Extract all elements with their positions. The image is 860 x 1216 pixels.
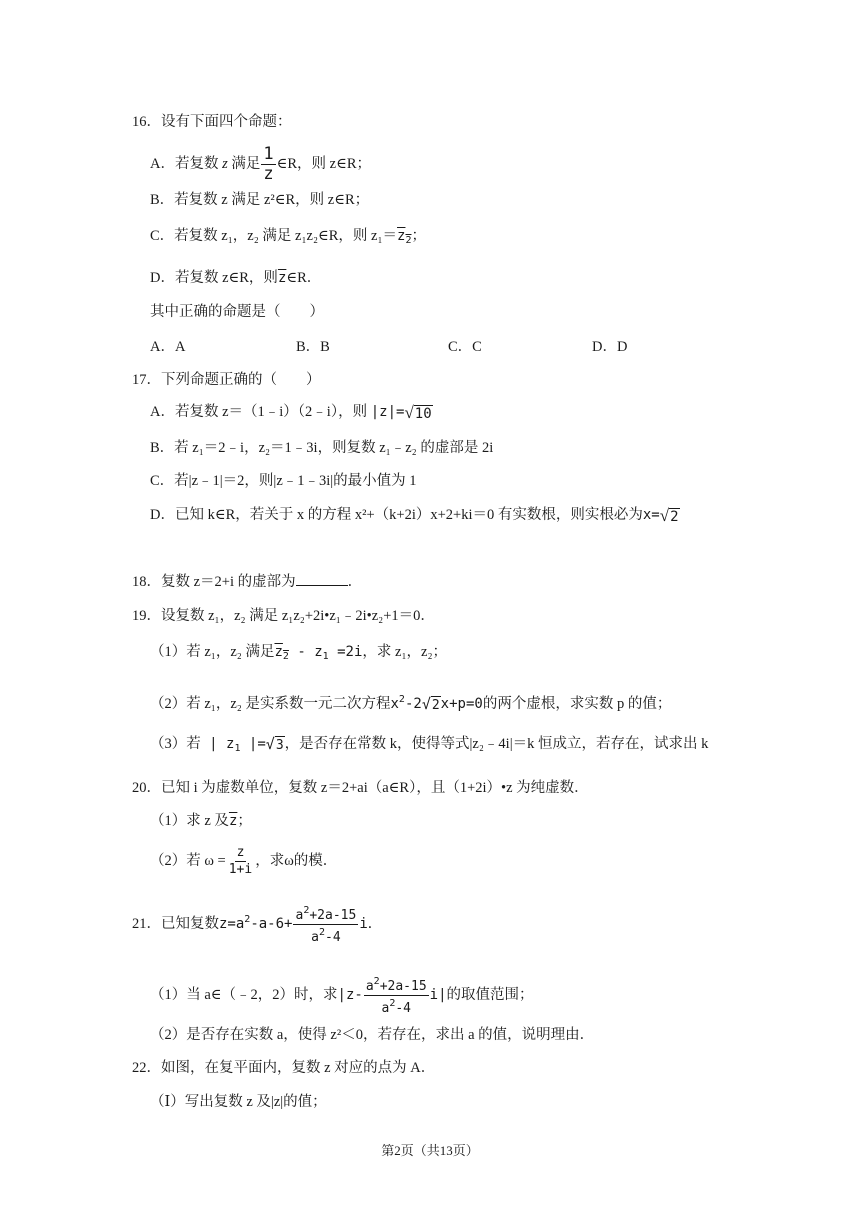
q20-p2-pre: （2）若 ω = — [150, 852, 226, 869]
q16-a-post: ∈R，则 z∈R； — [276, 155, 372, 172]
q16-d-pre: D．若复数 z∈R，则 — [150, 270, 278, 286]
q16-choice-c: C．C — [448, 339, 482, 355]
q20-p1-post: ； — [237, 813, 252, 829]
q16-option-c — [150, 226, 426, 251]
q21-part-2: （2）是否存在实数 a，使得 z²＜0，若存在，求出 a 的值，说明理由． — [150, 1027, 595, 1043]
q19-p3-math: | $z_1$ |= √ 3 — [200, 735, 284, 754]
q16-a-mid: 满足 — [227, 155, 261, 172]
page-footer: 第2页（共13页） — [381, 1143, 479, 1158]
fraction-1-over-z: $\frac{1}{z}$ — [263, 144, 274, 184]
q19-p2-pre: （2）若 z₁，z₂ 是实系数一元二次方程 — [150, 696, 391, 712]
q16-c-end: ； — [411, 228, 426, 244]
q21-fraction: $\frac{a^2+2a-15}{a^2-4}$ — [295, 905, 357, 945]
q16-option-a: A．若复数 z 满足 $\frac{1}{z}$ ∈R，则 z∈R； — [150, 144, 372, 184]
q19-part-1 — [150, 642, 447, 667]
q21-p1-pre: （1）当 a∈（﹣2，2）时，求 — [150, 986, 338, 1003]
q17-option-c: C．若|z﹣1|＝2，则|z﹣1﹣3i|的最小值为 1 — [150, 473, 417, 489]
q20-p1-pre: （1）求 z 及 — [150, 813, 229, 829]
q19-p2-post: 的两个虚根，求实数 p 的值； — [482, 696, 672, 712]
q22-stem: 22．如图，在复平面内，复数 z 对应的点为 A． — [132, 1060, 436, 1076]
q21-stem-end: i． — [359, 915, 382, 932]
q20-part-2 — [150, 845, 337, 878]
q20-part-1 — [150, 811, 252, 831]
q20-p2-post: ，求ω的模． — [255, 852, 338, 869]
q17-option-d — [150, 505, 680, 526]
q19-stem: 19．设复数 z₁，z₂ 满足 z₁z₂+2i•z₁﹣2i•z₂+1＝0． — [132, 608, 435, 624]
conjugate-z: $\overline{z}$ — [228, 813, 238, 829]
q22-part-1: （Ⅰ）写出复数 z 及|z|的值； — [150, 1094, 327, 1110]
q19-p3-pre: （3）若 — [150, 736, 201, 752]
q21-p1-end: i| — [429, 986, 447, 1003]
q16-stem: 16．设有下面四个命题： — [132, 114, 292, 130]
q18-post: ． — [347, 574, 363, 590]
q17-option-b: B．若 z₁＝2﹣i，z₂＝1﹣3i，则复数 z₁﹣z₂ 的虚部是 2i — [150, 440, 494, 456]
q18-stem — [132, 572, 362, 592]
q16-choice-d: D．D — [592, 339, 628, 355]
q21-stem-math: $z=a^2-a-6+$ — [219, 913, 293, 932]
q16-option-b: B．若复数 z 满足 z²∈R，则 z∈R； — [150, 192, 370, 208]
sqrt-2: √ 2 — [659, 505, 679, 525]
q18-pre: 18．复数 z＝2+i 的虚部为 — [132, 574, 296, 590]
q16-d-post: ∈R． — [286, 270, 322, 286]
conjugate-z: $\overline{z}$ — [277, 270, 287, 286]
q19-p3-post: ，是否存在常数 k，使得等式|z₂﹣4i|＝k 恒成立，若存在，试求出 k — [284, 736, 709, 752]
q19-part-3 — [150, 734, 708, 759]
q16-choice-a: A．A — [150, 339, 186, 355]
q16-option-d — [150, 268, 321, 288]
q17-option-a — [150, 402, 433, 423]
q16-ask: 其中正确的命题是（ ） — [150, 304, 324, 320]
q17-d-text: D．已知 k∈R，若关于 x 的方程 x²+（k+2i）x+2+ki＝0 有实数根，则实根必为 — [150, 507, 643, 523]
q19-p2-math: $x^2-2$ √ 2 x+p=0 — [390, 694, 483, 713]
q20-stem: 20．已知 i 为虚数单位，复数 z＝2+ai（a∈R），且（1+2i）•z 为纯虚数． — [132, 780, 589, 796]
sqrt-10: √ 10 — [404, 402, 432, 422]
q16-c-text: C．若复数 z₁，z₂ 满足 z₁z₂∈R，则 z₁＝ — [150, 228, 398, 244]
q21-stem — [132, 903, 382, 946]
q16-choice-b: B．B — [296, 339, 330, 355]
omega-fraction: $\frac{z}{1+i}$ — [228, 845, 253, 877]
q16-a-pre: A．若复数 — [150, 155, 223, 172]
q17-a-text: A．若复数 z＝（1﹣i）（2﹣i），则 — [150, 404, 368, 420]
x-equals: x= — [642, 507, 660, 523]
q21-part-1 — [150, 974, 534, 1017]
q19-part-2 — [150, 690, 671, 714]
abs-z: |z|= — [370, 404, 405, 420]
q21-p1-fraction: $\frac{a^2+2a-15}{a^2-4}$ — [365, 976, 427, 1016]
conjugate-z2: $z_2$ — [397, 228, 412, 246]
q19-p1-pre: （1）若 z₁，z₂ 满足 — [150, 644, 275, 660]
q19-p1-post: ，求 z₁，z₂； — [362, 644, 448, 660]
q21-p1-math: |z- — [337, 986, 363, 1003]
q19-p1-math: $z_2 - z_1 =2i$ — [274, 644, 363, 662]
q21-p1-post: 的取值范围； — [446, 986, 534, 1003]
q17-stem: 17．下列命题正确的（ ） — [132, 372, 321, 388]
q21-stem-text: 21．已知复数 — [132, 915, 219, 932]
answer-blank — [296, 573, 348, 586]
